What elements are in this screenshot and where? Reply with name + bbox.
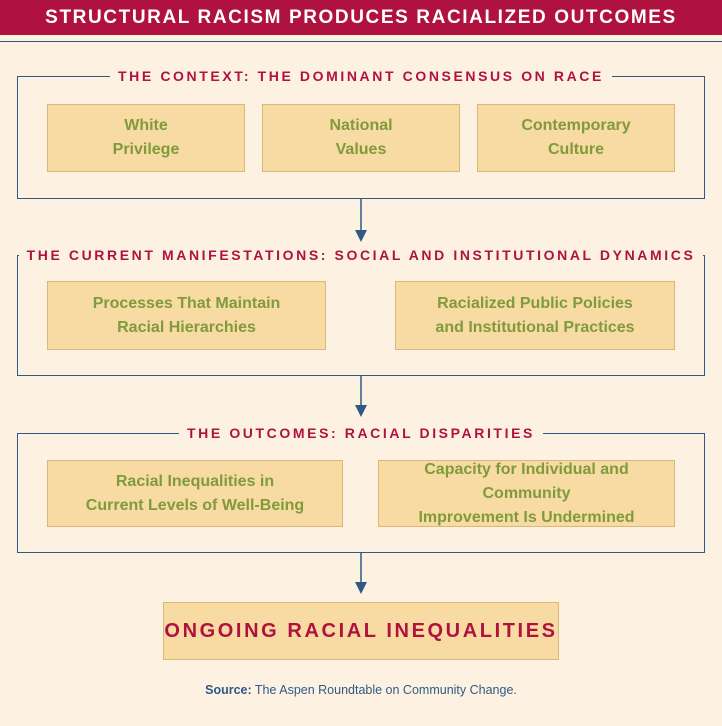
context-title: THE CONTEXT: THE DOMINANT CONSENSUS ON RACE [110, 67, 612, 85]
down-arrow-icon [354, 199, 368, 243]
source-text: The Aspen Roundtable on Community Change. [254, 683, 517, 697]
national-values-box: National Values [262, 104, 460, 172]
down-arrow-icon [354, 553, 368, 595]
ongoing-inequalities-box [163, 602, 559, 660]
contemporary-culture-box: Contemporary Culture [477, 104, 675, 172]
header-title: STRUCTURAL RACISM PRODUCES RACIALIZED OUTCOMES [45, 6, 677, 28]
source-label: Source: [205, 683, 252, 697]
manifestations-title: THE CURRENT MANIFESTATIONS: SOCIAL AND INSTITUTIONAL DYNAMICS [19, 246, 704, 264]
source-note [0, 683, 722, 697]
down-arrow-icon [354, 376, 368, 418]
processes-box: Processes That Maintain Racial Hierarchies [47, 281, 326, 350]
capacity-box: Capacity for Individual and Community Improvement Is Undermined [378, 460, 675, 527]
header-banner [0, 0, 722, 35]
inequalities-box: Racial Inequalities in Current Levels of Well-Being [47, 460, 343, 527]
ongoing-inequalities-label: ONGOING RACIAL INEQUALITIES [164, 619, 558, 642]
header-rule [0, 41, 722, 42]
white-privilege-box: White Privilege [47, 104, 245, 172]
outcomes-title: THE OUTCOMES: RACIAL DISPARITIES [179, 424, 543, 442]
policies-box: Racialized Public Policies and Institutional Practices [395, 281, 675, 350]
